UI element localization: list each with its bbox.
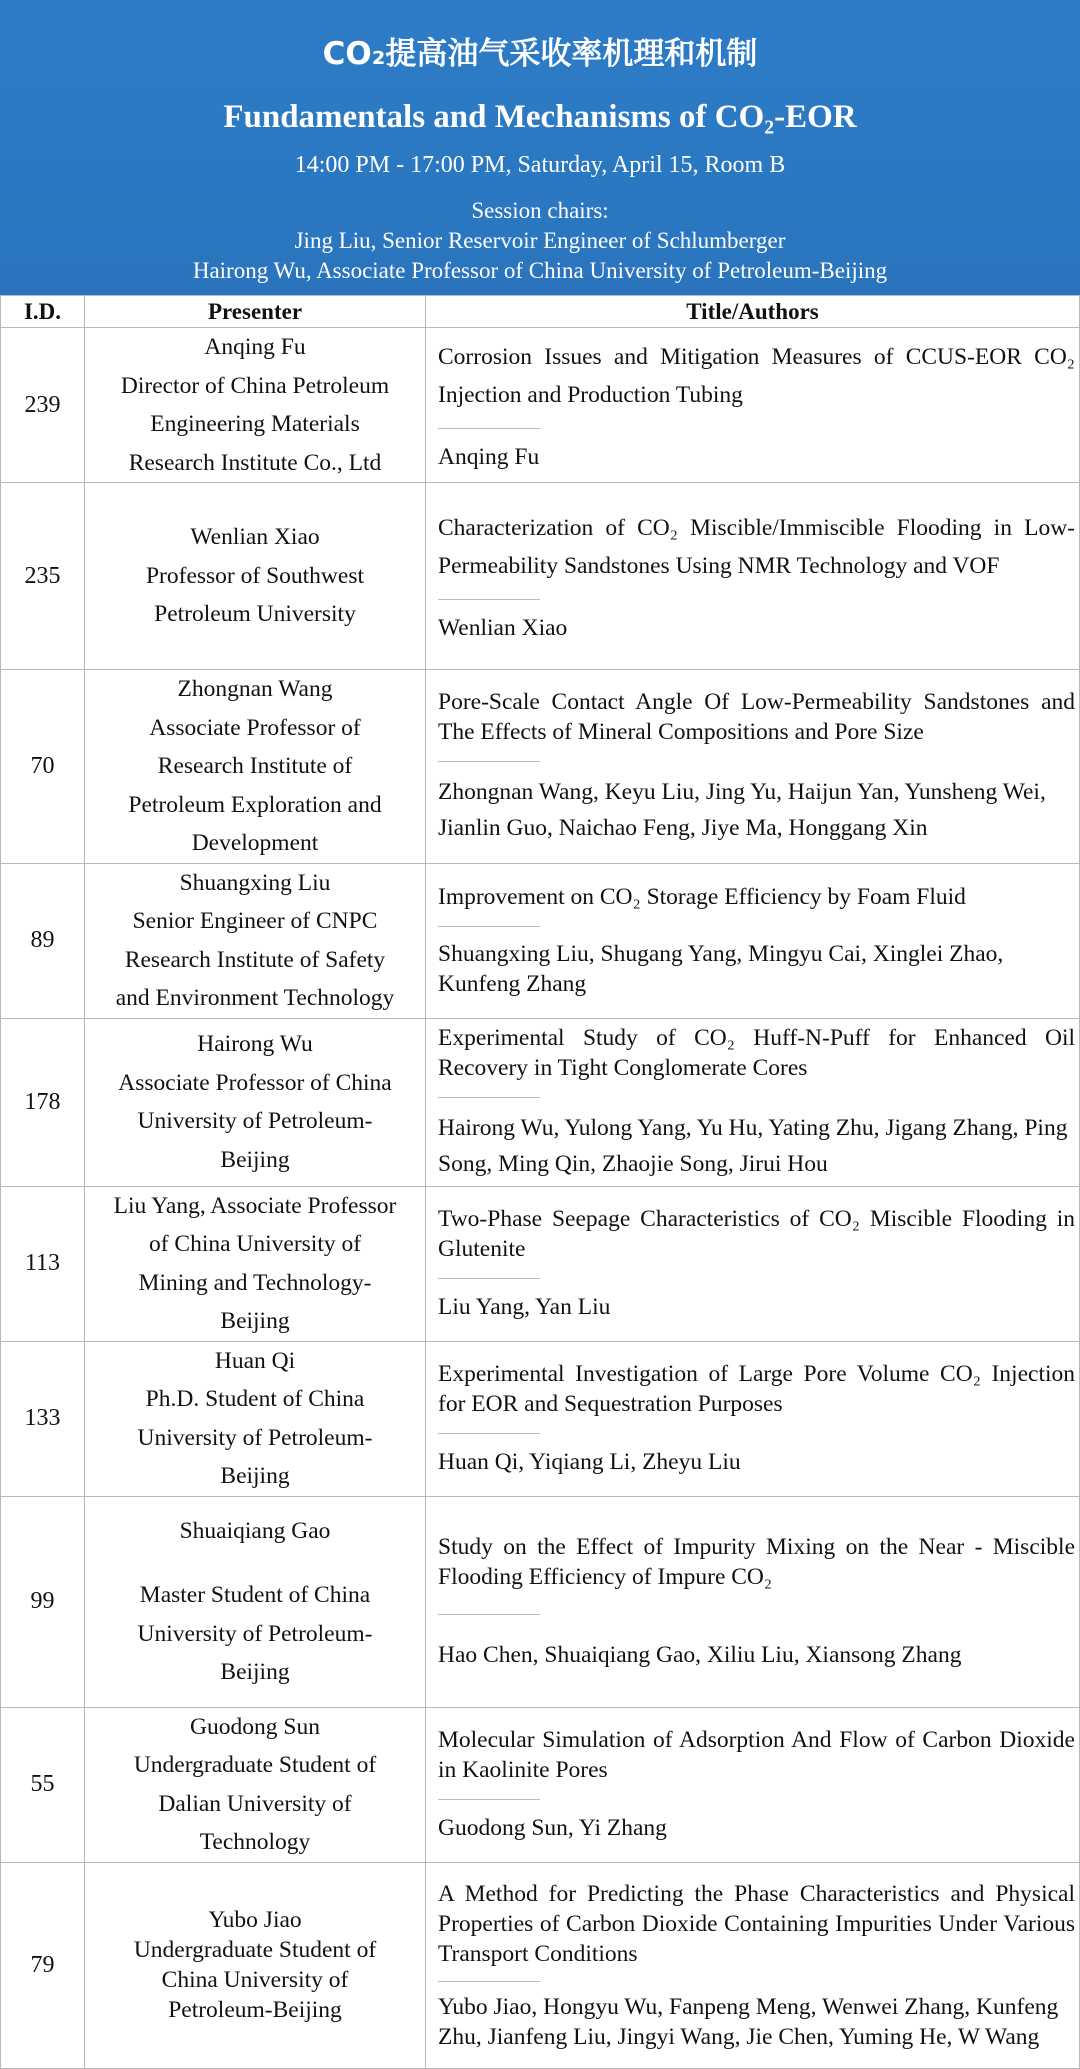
separator-line — [438, 1433, 540, 1434]
presenter-line: Ph.D. Student of China — [145, 1386, 365, 1412]
presenter-line: Shuangxing Liu — [179, 869, 331, 896]
session-chairs-label: Session chairs: — [471, 198, 609, 223]
row-id: 178 — [1, 1018, 85, 1186]
paper-authors: Hao Chen, Shuaiqiang Gao, Xiliu Liu, Xiansong Zhang — [438, 1642, 962, 1668]
paper-title: Pore-Scale Contact Angle Of Low-Permeability Sandstones and The Effects of Mineral Compositions and Pore Size — [438, 688, 1075, 745]
row-id: 239 — [1, 328, 85, 483]
presenter-cell — [85, 670, 426, 864]
table-row — [1, 1018, 1080, 1186]
presenter-line: Petroleum Exploration and — [128, 791, 382, 818]
paper-authors: Liu Yang, Yan Liu — [438, 1294, 611, 1320]
presenter-line: Undergraduate Student of — [133, 1937, 377, 1963]
table-row — [1, 1862, 1080, 2068]
presenter-line: Huan Qi — [214, 1347, 296, 1374]
row-id: 70 — [1, 670, 85, 864]
presenter-line: Development — [191, 830, 319, 856]
presenter-line: Research Institute of Safety — [124, 946, 386, 973]
presenter-cell — [85, 483, 426, 670]
session-time: 14:00 PM - 17:00 PM, Saturday, April 15, Room B — [294, 152, 786, 178]
presenter-line: Guodong Sun — [190, 1713, 320, 1740]
paper-title: Molecular Simulation of Adsorption And Flow of Carbon Dioxide in Kaolinite Pores — [438, 1727, 1075, 1783]
presenter-line: Wenlian Xiao — [190, 524, 320, 551]
presenter-line: University of Petroleum- — [137, 1108, 373, 1134]
title-cell — [426, 328, 1080, 483]
paper-authors: Hairong Wu, Yulong Yang, Yu Hu, Yating Zhu, Jigang Zhang, Ping Song, Ming Qin, Zhaojie Song, Jirui Hou — [438, 1114, 1068, 1177]
paper-title: Improvement on CO₂ Storage Efficiency by Foam Fluid — [438, 884, 966, 910]
paper-authors: Anqing Fu — [438, 443, 540, 470]
presenter-line: Liu Yang, Associate Professor — [113, 1192, 397, 1219]
session-header — [0, 0, 1080, 295]
presenter-line: and Environment Technology — [115, 985, 395, 1011]
session-chair-2: Hairong Wu, Associate Professor of China University of Petroleum-Beijing — [192, 258, 888, 283]
presenter-line: Hairong Wu — [197, 1031, 313, 1057]
title-cell — [426, 483, 1080, 670]
presenter-line: Beijing — [220, 1146, 290, 1173]
paper-authors: Huan Qi, Yiqiang Li, Zheyu Liu — [438, 1449, 741, 1475]
session-title-english: Fundamentals and Mechanisms of CO₂-EOR — [223, 99, 857, 135]
presenter-line: Yubo Jiao — [208, 1907, 302, 1933]
table-row — [1, 483, 1080, 670]
table-row — [1, 1707, 1080, 1862]
row-id: 99 — [1, 1496, 85, 1707]
presenter-line: Beijing — [220, 1659, 290, 1685]
presenter-cell — [85, 1496, 426, 1707]
table-row — [1, 1341, 1080, 1496]
presenter-line: of China University of — [148, 1231, 362, 1257]
paper-authors: Zhongnan Wang, Keyu Liu, Jing Yu, Haijun Yan, Yunsheng Wei, Jianlin Guo, Naichao Feng, Jiye Ma, Honggang Xin — [438, 778, 1046, 841]
title-cell — [426, 670, 1080, 864]
paper-authors: Shuangxing Liu, Shugang Yang, Mingyu Cai, Xinglei Zhao, Kunfeng Zhang — [438, 941, 1004, 997]
table-row — [1, 1496, 1080, 1707]
paper-title: Two-Phase Seepage Characteristics of CO₂ Miscible Flooding in Glutenite — [438, 1206, 1075, 1262]
presenter-line: Research Institute Co., Ltd — [128, 449, 382, 476]
paper-authors: Yubo Jiao, Hongyu Wu, Fanpeng Meng, Wenwei Zhang, Kunfeng Zhu, Jianfeng Liu, Jingyi Wang, Jie Chen, Yuming He, W Wang — [438, 1993, 1059, 2050]
table-row — [1, 1186, 1080, 1341]
title-cell — [426, 1186, 1080, 1341]
table-row — [1, 328, 1080, 483]
separator-line — [438, 926, 540, 927]
table-row — [1, 863, 1080, 1018]
presenter-cell — [85, 1707, 426, 1862]
separator-line — [438, 599, 540, 600]
paper-authors: Wenlian Xiao — [438, 614, 568, 641]
title-cell — [426, 1018, 1080, 1186]
separator-line — [438, 1981, 540, 1982]
title-cell — [426, 1862, 1080, 2068]
paper-title: Experimental Investigation of Large Pore Volume CO₂ Injection for EOR and Sequestration Purposes — [438, 1361, 1075, 1417]
row-id: 235 — [1, 483, 85, 670]
separator-line — [438, 1278, 540, 1279]
presenter-cell — [85, 1186, 426, 1341]
presenter-line: University of Petroleum- — [137, 1424, 373, 1451]
presenter-line: Shuaiqiang Gao — [179, 1517, 331, 1544]
column-header-title: Title/Authors — [426, 296, 1080, 328]
paper-authors: Guodong Sun, Yi Zhang — [438, 1815, 667, 1841]
title-cell — [426, 1707, 1080, 1862]
title-cell — [426, 863, 1080, 1018]
presenter-line: Mining and Technology- — [138, 1269, 372, 1296]
paper-title: Corrosion Issues and Mitigation Measures of CCUS-EOR CO₂ Injection and Production Tubing — [438, 343, 1075, 408]
title-cell — [426, 1496, 1080, 1707]
presenter-line: Undergraduate Student of — [133, 1752, 377, 1778]
row-id: 133 — [1, 1341, 85, 1496]
presenter-line: Associate Professor of China — [118, 1069, 392, 1096]
presenter-cell — [85, 1862, 426, 2068]
row-id: 79 — [1, 1862, 85, 2068]
presenter-line: Beijing — [220, 1308, 290, 1334]
paper-title: Experimental Study of CO₂ Huff-N-Puff for Enhanced Oil Recovery in Tight Conglomerate Cores — [438, 1024, 1075, 1081]
presenter-line: Engineering Materials — [150, 411, 360, 437]
session-chair-1: Jing Liu, Senior Reservoir Engineer of Schlumberger — [294, 228, 786, 253]
presenter-cell — [85, 1341, 426, 1496]
separator-line — [438, 428, 540, 429]
presenter-cell — [85, 328, 426, 483]
presenter-line: Master Student of China — [139, 1582, 371, 1608]
separator-line — [438, 1799, 540, 1800]
presenter-line: Senior Engineer of CNPC — [132, 908, 378, 934]
session-chairs — [0, 196, 1080, 286]
row-id: 55 — [1, 1707, 85, 1862]
separator-line — [438, 761, 540, 762]
presenter-line: Beijing — [220, 1463, 290, 1489]
paper-title: Characterization of CO₂ Miscible/Immiscible Flooding in Low-Permeability Sandstones Using NMR Technology and VOF — [438, 514, 1075, 579]
column-header-id: I.D. — [1, 296, 85, 328]
presenter-line: Director of China Petroleum — [120, 372, 390, 399]
presenter-line: Research Institute of — [157, 753, 353, 779]
table-row — [1, 670, 1080, 864]
column-header-presenter: Presenter — [85, 296, 426, 328]
separator-line — [438, 1097, 540, 1098]
presenter-line: Technology — [199, 1829, 311, 1855]
presenter-line: Professor of Southwest — [145, 562, 365, 589]
table-header-row — [1, 296, 1080, 328]
presenter-line: Anqing Fu — [204, 334, 306, 360]
presenter-line: Petroleum University — [154, 601, 356, 628]
schedule-table — [0, 295, 1080, 2069]
paper-title: A Method for Predicting the Phase Characteristics and Physical Properties of Carbon Dioxide Containing Impurities Under Various Transport Conditions — [438, 1880, 1075, 1967]
row-id: 113 — [1, 1186, 85, 1341]
paper-title: Study on the Effect of Impurity Mixing on the Near - Miscible Flooding Efficiency of Impure CO₂ — [438, 1534, 1075, 1590]
separator-line — [438, 1614, 540, 1615]
title-cell — [426, 1341, 1080, 1496]
presenter-line: Associate Professor of — [149, 714, 361, 741]
presenter-cell — [85, 863, 426, 1018]
row-id: 89 — [1, 863, 85, 1018]
presenter-line: China University of — [161, 1967, 349, 1993]
presenter-line: University of Petroleum- — [137, 1620, 373, 1647]
presenter-line — [91, 1550, 419, 1576]
session-title-chinese: CO₂提高油气采收率机理和机制 — [322, 36, 758, 72]
presenter-line: Dalian University of — [158, 1790, 352, 1817]
presenter-line: Petroleum-Beijing — [168, 1997, 342, 2023]
presenter-line: Zhongnan Wang — [177, 676, 333, 702]
presenter-cell — [85, 1018, 426, 1186]
